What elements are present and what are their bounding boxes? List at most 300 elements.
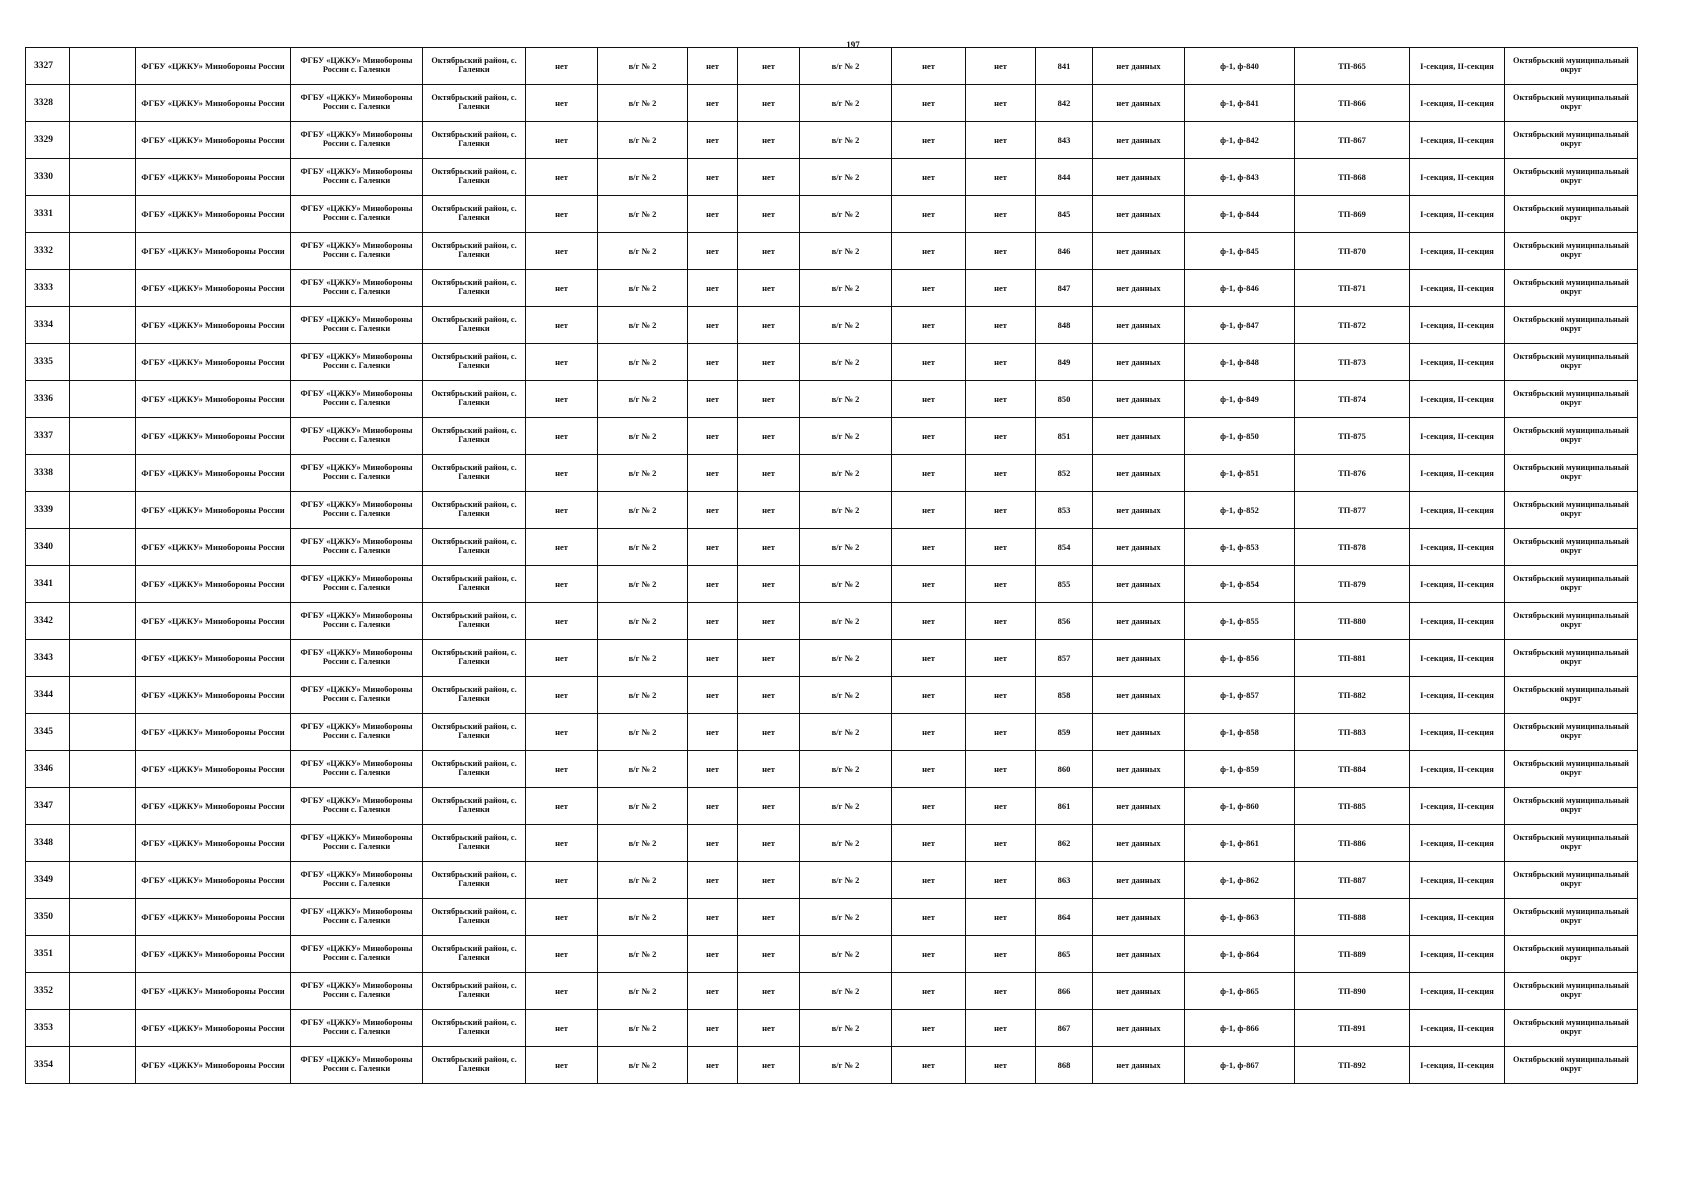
- organization-cell: ФГБУ «ЦЖКУ» Минобороны России с. Галенки: [291, 455, 423, 492]
- cell-c10: нет: [892, 936, 966, 973]
- source-cell: в/г № 2: [598, 455, 688, 492]
- district-cell: Октябрьский муниципальный округ: [1505, 48, 1638, 85]
- cell-c5: нет: [526, 455, 598, 492]
- district-cell: Октябрьский муниципальный округ: [1505, 85, 1638, 122]
- district-cell: Октябрьский муниципальный округ: [1505, 899, 1638, 936]
- blank-cell: [70, 85, 136, 122]
- cell-c10: нет: [892, 566, 966, 603]
- row-number: 3353: [26, 1010, 70, 1047]
- blank-cell: [70, 233, 136, 270]
- cell-c8: нет: [738, 418, 800, 455]
- sections-cell: I-секция, II-секция: [1410, 122, 1505, 159]
- cell-c5: нет: [526, 492, 598, 529]
- sections-cell: I-секция, II-секция: [1410, 936, 1505, 973]
- substation-cell: ТП-868: [1295, 159, 1410, 196]
- cell-c11: нет: [966, 603, 1036, 640]
- source-cell: в/г № 2: [598, 48, 688, 85]
- location-cell: Октябрьский район, с. Галенки: [423, 1010, 526, 1047]
- blank-cell: [70, 48, 136, 85]
- code-cell: 866: [1036, 973, 1093, 1010]
- blank-cell: [70, 492, 136, 529]
- substation-cell: ТП-867: [1295, 122, 1410, 159]
- district-cell: Октябрьский муниципальный округ: [1505, 492, 1638, 529]
- source-cell: в/г № 2: [598, 270, 688, 307]
- table-row: [26, 1010, 1638, 1047]
- location-cell: Октябрьский район, с. Галенки: [423, 714, 526, 751]
- feeder-cell: ф-1, ф-864: [1185, 936, 1295, 973]
- code-cell: 858: [1036, 677, 1093, 714]
- cell-c7: нет: [688, 529, 738, 566]
- row-number: 3347: [26, 788, 70, 825]
- sections-cell: I-секция, II-секция: [1410, 455, 1505, 492]
- source-cell: в/г № 2: [598, 677, 688, 714]
- sections-cell: I-секция, II-секция: [1410, 640, 1505, 677]
- status-cell: нет данных: [1093, 566, 1185, 603]
- organization-cell: ФГБУ «ЦЖКУ» Минобороны России с. Галенки: [291, 381, 423, 418]
- site-cell: в/г № 2: [800, 159, 892, 196]
- cell-c10: нет: [892, 899, 966, 936]
- status-cell: нет данных: [1093, 640, 1185, 677]
- cell-c5: нет: [526, 751, 598, 788]
- site-cell: в/г № 2: [800, 677, 892, 714]
- sections-cell: I-секция, II-секция: [1410, 714, 1505, 751]
- cell-c5: нет: [526, 122, 598, 159]
- owner-cell: ФГБУ «ЦЖКУ» Минобороны России: [136, 196, 291, 233]
- owner-cell: ФГБУ «ЦЖКУ» Минобороны России: [136, 566, 291, 603]
- table-row: [26, 307, 1638, 344]
- row-number: 3335: [26, 344, 70, 381]
- row-number: 3351: [26, 936, 70, 973]
- cell-c7: нет: [688, 973, 738, 1010]
- district-cell: Октябрьский муниципальный округ: [1505, 825, 1638, 862]
- status-cell: нет данных: [1093, 677, 1185, 714]
- substation-cell: ТП-874: [1295, 381, 1410, 418]
- district-cell: Октябрьский муниципальный округ: [1505, 196, 1638, 233]
- table-row: [26, 381, 1638, 418]
- district-cell: Октябрьский муниципальный округ: [1505, 862, 1638, 899]
- cell-c7: нет: [688, 48, 738, 85]
- owner-cell: ФГБУ «ЦЖКУ» Минобороны России: [136, 603, 291, 640]
- row-number: 3343: [26, 640, 70, 677]
- location-cell: Октябрьский район, с. Галенки: [423, 307, 526, 344]
- cell-c10: нет: [892, 1047, 966, 1084]
- status-cell: нет данных: [1093, 529, 1185, 566]
- substation-cell: ТП-869: [1295, 196, 1410, 233]
- cell-c10: нет: [892, 603, 966, 640]
- blank-cell: [70, 122, 136, 159]
- substation-cell: ТП-879: [1295, 566, 1410, 603]
- cell-c5: нет: [526, 418, 598, 455]
- cell-c7: нет: [688, 788, 738, 825]
- cell-c10: нет: [892, 751, 966, 788]
- cell-c11: нет: [966, 492, 1036, 529]
- cell-c8: нет: [738, 603, 800, 640]
- blank-cell: [70, 529, 136, 566]
- table-row: [26, 714, 1638, 751]
- cell-c5: нет: [526, 381, 598, 418]
- status-cell: нет данных: [1093, 603, 1185, 640]
- table-row: [26, 640, 1638, 677]
- blank-cell: [70, 418, 136, 455]
- sections-cell: I-секция, II-секция: [1410, 751, 1505, 788]
- source-cell: в/г № 2: [598, 1010, 688, 1047]
- cell-c11: нет: [966, 899, 1036, 936]
- owner-cell: ФГБУ «ЦЖКУ» Минобороны России: [136, 48, 291, 85]
- code-cell: 857: [1036, 640, 1093, 677]
- row-number: 3333: [26, 270, 70, 307]
- cell-c11: нет: [966, 159, 1036, 196]
- district-cell: Октябрьский муниципальный округ: [1505, 455, 1638, 492]
- cell-c10: нет: [892, 677, 966, 714]
- organization-cell: ФГБУ «ЦЖКУ» Минобороны России с. Галенки: [291, 751, 423, 788]
- cell-c5: нет: [526, 344, 598, 381]
- feeder-cell: ф-1, ф-840: [1185, 48, 1295, 85]
- status-cell: нет данных: [1093, 233, 1185, 270]
- sections-cell: I-секция, II-секция: [1410, 270, 1505, 307]
- code-cell: 847: [1036, 270, 1093, 307]
- cell-c10: нет: [892, 270, 966, 307]
- code-cell: 841: [1036, 48, 1093, 85]
- cell-c7: нет: [688, 196, 738, 233]
- table-row: [26, 899, 1638, 936]
- cell-c5: нет: [526, 529, 598, 566]
- cell-c5: нет: [526, 603, 598, 640]
- site-cell: в/г № 2: [800, 85, 892, 122]
- code-cell: 864: [1036, 899, 1093, 936]
- organization-cell: ФГБУ «ЦЖКУ» Минобороны России с. Галенки: [291, 640, 423, 677]
- district-cell: Октябрьский муниципальный округ: [1505, 529, 1638, 566]
- substation-cell: ТП-886: [1295, 825, 1410, 862]
- substation-cell: ТП-872: [1295, 307, 1410, 344]
- code-cell: 867: [1036, 1010, 1093, 1047]
- sections-cell: I-секция, II-секция: [1410, 1010, 1505, 1047]
- owner-cell: ФГБУ «ЦЖКУ» Минобороны России: [136, 788, 291, 825]
- organization-cell: ФГБУ «ЦЖКУ» Минобороны России с. Галенки: [291, 85, 423, 122]
- cell-c8: нет: [738, 492, 800, 529]
- organization-cell: ФГБУ «ЦЖКУ» Минобороны России с. Галенки: [291, 677, 423, 714]
- cell-c8: нет: [738, 936, 800, 973]
- organization-cell: ФГБУ «ЦЖКУ» Минобороны России с. Галенки: [291, 233, 423, 270]
- owner-cell: ФГБУ «ЦЖКУ» Минобороны России: [136, 122, 291, 159]
- feeder-cell: ф-1, ф-846: [1185, 270, 1295, 307]
- site-cell: в/г № 2: [800, 1047, 892, 1084]
- cell-c5: нет: [526, 159, 598, 196]
- location-cell: Октябрьский район, с. Галенки: [423, 270, 526, 307]
- substation-cell: ТП-888: [1295, 899, 1410, 936]
- substation-cell: ТП-878: [1295, 529, 1410, 566]
- code-cell: 868: [1036, 1047, 1093, 1084]
- source-cell: в/г № 2: [598, 936, 688, 973]
- code-cell: 854: [1036, 529, 1093, 566]
- status-cell: нет данных: [1093, 270, 1185, 307]
- cell-c8: нет: [738, 344, 800, 381]
- cell-c7: нет: [688, 159, 738, 196]
- cell-c5: нет: [526, 899, 598, 936]
- cell-c11: нет: [966, 788, 1036, 825]
- location-cell: Октябрьский район, с. Галенки: [423, 48, 526, 85]
- cell-c7: нет: [688, 751, 738, 788]
- substation-cell: ТП-887: [1295, 862, 1410, 899]
- table-row: [26, 751, 1638, 788]
- substation-cell: ТП-892: [1295, 1047, 1410, 1084]
- substation-cell: ТП-889: [1295, 936, 1410, 973]
- owner-cell: ФГБУ «ЦЖКУ» Минобороны России: [136, 233, 291, 270]
- cell-c5: нет: [526, 936, 598, 973]
- table-row: [26, 973, 1638, 1010]
- substation-cell: ТП-891: [1295, 1010, 1410, 1047]
- row-number: 3348: [26, 825, 70, 862]
- sections-cell: I-секция, II-секция: [1410, 788, 1505, 825]
- district-cell: Октябрьский муниципальный округ: [1505, 1010, 1638, 1047]
- status-cell: нет данных: [1093, 751, 1185, 788]
- cell-c7: нет: [688, 1010, 738, 1047]
- feeder-cell: ф-1, ф-865: [1185, 973, 1295, 1010]
- feeder-cell: ф-1, ф-841: [1185, 85, 1295, 122]
- cell-c5: нет: [526, 1010, 598, 1047]
- feeder-cell: ф-1, ф-855: [1185, 603, 1295, 640]
- status-cell: нет данных: [1093, 492, 1185, 529]
- owner-cell: ФГБУ «ЦЖКУ» Минобороны России: [136, 85, 291, 122]
- cell-c10: нет: [892, 344, 966, 381]
- row-number: 3332: [26, 233, 70, 270]
- owner-cell: ФГБУ «ЦЖКУ» Минобороны России: [136, 492, 291, 529]
- owner-cell: ФГБУ «ЦЖКУ» Минобороны России: [136, 1047, 291, 1084]
- status-cell: нет данных: [1093, 973, 1185, 1010]
- cell-c11: нет: [966, 973, 1036, 1010]
- feeder-cell: ф-1, ф-849: [1185, 381, 1295, 418]
- owner-cell: ФГБУ «ЦЖКУ» Минобороны России: [136, 825, 291, 862]
- cell-c8: нет: [738, 85, 800, 122]
- cell-c11: нет: [966, 1047, 1036, 1084]
- cell-c10: нет: [892, 455, 966, 492]
- feeder-cell: ф-1, ф-858: [1185, 714, 1295, 751]
- owner-cell: ФГБУ «ЦЖКУ» Минобороны России: [136, 862, 291, 899]
- source-cell: в/г № 2: [598, 973, 688, 1010]
- feeder-cell: ф-1, ф-851: [1185, 455, 1295, 492]
- location-cell: Октябрьский район, с. Галенки: [423, 122, 526, 159]
- substation-cell: ТП-881: [1295, 640, 1410, 677]
- organization-cell: ФГБУ «ЦЖКУ» Минобороны России с. Галенки: [291, 936, 423, 973]
- cell-c5: нет: [526, 1047, 598, 1084]
- sections-cell: I-секция, II-секция: [1410, 159, 1505, 196]
- row-number: 3331: [26, 196, 70, 233]
- sections-cell: I-секция, II-секция: [1410, 899, 1505, 936]
- owner-cell: ФГБУ «ЦЖКУ» Минобороны России: [136, 381, 291, 418]
- site-cell: в/г № 2: [800, 936, 892, 973]
- location-cell: Октябрьский район, с. Галенки: [423, 344, 526, 381]
- cell-c10: нет: [892, 788, 966, 825]
- cell-c5: нет: [526, 196, 598, 233]
- district-cell: Октябрьский муниципальный округ: [1505, 307, 1638, 344]
- cell-c8: нет: [738, 751, 800, 788]
- owner-cell: ФГБУ «ЦЖКУ» Минобороны России: [136, 418, 291, 455]
- blank-cell: [70, 899, 136, 936]
- cell-c8: нет: [738, 381, 800, 418]
- sections-cell: I-секция, II-секция: [1410, 566, 1505, 603]
- cell-c5: нет: [526, 788, 598, 825]
- code-cell: 842: [1036, 85, 1093, 122]
- cell-c5: нет: [526, 973, 598, 1010]
- source-cell: в/г № 2: [598, 899, 688, 936]
- cell-c7: нет: [688, 566, 738, 603]
- table-row: [26, 270, 1638, 307]
- cell-c8: нет: [738, 307, 800, 344]
- site-cell: в/г № 2: [800, 455, 892, 492]
- site-cell: в/г № 2: [800, 529, 892, 566]
- status-cell: нет данных: [1093, 85, 1185, 122]
- cell-c7: нет: [688, 307, 738, 344]
- location-cell: Октябрьский район, с. Галенки: [423, 85, 526, 122]
- source-cell: в/г № 2: [598, 196, 688, 233]
- feeder-cell: ф-1, ф-861: [1185, 825, 1295, 862]
- status-cell: нет данных: [1093, 825, 1185, 862]
- cell-c8: нет: [738, 825, 800, 862]
- cell-c5: нет: [526, 566, 598, 603]
- row-number: 3330: [26, 159, 70, 196]
- blank-cell: [70, 751, 136, 788]
- cell-c7: нет: [688, 825, 738, 862]
- row-number: 3327: [26, 48, 70, 85]
- site-cell: в/г № 2: [800, 973, 892, 1010]
- blank-cell: [70, 788, 136, 825]
- feeder-cell: ф-1, ф-852: [1185, 492, 1295, 529]
- feeder-cell: ф-1, ф-853: [1185, 529, 1295, 566]
- location-cell: Октябрьский район, с. Галенки: [423, 159, 526, 196]
- cell-c5: нет: [526, 677, 598, 714]
- code-cell: 852: [1036, 455, 1093, 492]
- table-row: [26, 196, 1638, 233]
- code-cell: 859: [1036, 714, 1093, 751]
- owner-cell: ФГБУ «ЦЖКУ» Минобороны России: [136, 936, 291, 973]
- cell-c10: нет: [892, 307, 966, 344]
- feeder-cell: ф-1, ф-844: [1185, 196, 1295, 233]
- site-cell: в/г № 2: [800, 270, 892, 307]
- cell-c11: нет: [966, 48, 1036, 85]
- cell-c8: нет: [738, 122, 800, 159]
- blank-cell: [70, 344, 136, 381]
- code-cell: 862: [1036, 825, 1093, 862]
- cell-c10: нет: [892, 85, 966, 122]
- row-number: 3328: [26, 85, 70, 122]
- site-cell: в/г № 2: [800, 307, 892, 344]
- cell-c5: нет: [526, 640, 598, 677]
- table-row: [26, 529, 1638, 566]
- cell-c10: нет: [892, 825, 966, 862]
- organization-cell: ФГБУ «ЦЖКУ» Минобороны России с. Галенки: [291, 788, 423, 825]
- cell-c10: нет: [892, 159, 966, 196]
- status-cell: нет данных: [1093, 418, 1185, 455]
- cell-c8: нет: [738, 159, 800, 196]
- cell-c11: нет: [966, 825, 1036, 862]
- code-cell: 856: [1036, 603, 1093, 640]
- organization-cell: ФГБУ «ЦЖКУ» Минобороны России с. Галенки: [291, 1010, 423, 1047]
- row-number: 3341: [26, 566, 70, 603]
- organization-cell: ФГБУ «ЦЖКУ» Минобороны России с. Галенки: [291, 714, 423, 751]
- sections-cell: I-секция, II-секция: [1410, 381, 1505, 418]
- feeder-cell: ф-1, ф-854: [1185, 566, 1295, 603]
- cell-c8: нет: [738, 973, 800, 1010]
- cell-c11: нет: [966, 85, 1036, 122]
- cell-c5: нет: [526, 825, 598, 862]
- location-cell: Октябрьский район, с. Галенки: [423, 381, 526, 418]
- blank-cell: [70, 196, 136, 233]
- site-cell: в/г № 2: [800, 418, 892, 455]
- blank-cell: [70, 862, 136, 899]
- cell-c10: нет: [892, 233, 966, 270]
- code-cell: 844: [1036, 159, 1093, 196]
- sections-cell: I-секция, II-секция: [1410, 1047, 1505, 1084]
- cell-c8: нет: [738, 233, 800, 270]
- organization-cell: ФГБУ «ЦЖКУ» Минобороны России с. Галенки: [291, 529, 423, 566]
- sections-cell: I-секция, II-секция: [1410, 862, 1505, 899]
- organization-cell: ФГБУ «ЦЖКУ» Минобороны России с. Галенки: [291, 973, 423, 1010]
- cell-c8: нет: [738, 862, 800, 899]
- source-cell: в/г № 2: [598, 529, 688, 566]
- code-cell: 848: [1036, 307, 1093, 344]
- blank-cell: [70, 936, 136, 973]
- feeder-cell: ф-1, ф-863: [1185, 899, 1295, 936]
- owner-cell: ФГБУ «ЦЖКУ» Минобороны России: [136, 344, 291, 381]
- district-cell: Октябрьский муниципальный округ: [1505, 640, 1638, 677]
- site-cell: в/г № 2: [800, 825, 892, 862]
- status-cell: нет данных: [1093, 899, 1185, 936]
- cell-c8: нет: [738, 455, 800, 492]
- code-cell: 865: [1036, 936, 1093, 973]
- table-row: [26, 825, 1638, 862]
- feeder-cell: ф-1, ф-856: [1185, 640, 1295, 677]
- cell-c11: нет: [966, 677, 1036, 714]
- source-cell: в/г № 2: [598, 751, 688, 788]
- cell-c7: нет: [688, 640, 738, 677]
- district-cell: Октябрьский муниципальный округ: [1505, 233, 1638, 270]
- row-number: 3345: [26, 714, 70, 751]
- row-number: 3340: [26, 529, 70, 566]
- cell-c11: нет: [966, 122, 1036, 159]
- feeder-cell: ф-1, ф-850: [1185, 418, 1295, 455]
- location-cell: Октябрьский район, с. Галенки: [423, 825, 526, 862]
- site-cell: в/г № 2: [800, 492, 892, 529]
- cell-c7: нет: [688, 714, 738, 751]
- code-cell: 850: [1036, 381, 1093, 418]
- organization-cell: ФГБУ «ЦЖКУ» Минобороны России с. Галенки: [291, 1047, 423, 1084]
- cell-c7: нет: [688, 85, 738, 122]
- sections-cell: I-секция, II-секция: [1410, 48, 1505, 85]
- site-cell: в/г № 2: [800, 862, 892, 899]
- table-row: [26, 418, 1638, 455]
- organization-cell: ФГБУ «ЦЖКУ» Минобороны России с. Галенки: [291, 862, 423, 899]
- district-cell: Октябрьский муниципальный округ: [1505, 677, 1638, 714]
- source-cell: в/г № 2: [598, 788, 688, 825]
- site-cell: в/г № 2: [800, 233, 892, 270]
- page-number: 197: [846, 40, 860, 50]
- source-cell: в/г № 2: [598, 418, 688, 455]
- cell-c11: нет: [966, 1010, 1036, 1047]
- cell-c7: нет: [688, 233, 738, 270]
- status-cell: нет данных: [1093, 788, 1185, 825]
- substation-cell: ТП-875: [1295, 418, 1410, 455]
- site-cell: в/г № 2: [800, 122, 892, 159]
- code-cell: 849: [1036, 344, 1093, 381]
- cell-c5: нет: [526, 270, 598, 307]
- substation-cell: ТП-873: [1295, 344, 1410, 381]
- owner-cell: ФГБУ «ЦЖКУ» Минобороны России: [136, 751, 291, 788]
- cell-c8: нет: [738, 196, 800, 233]
- status-cell: нет данных: [1093, 455, 1185, 492]
- status-cell: нет данных: [1093, 196, 1185, 233]
- sections-cell: I-секция, II-секция: [1410, 603, 1505, 640]
- substation-cell: ТП-876: [1295, 455, 1410, 492]
- owner-cell: ФГБУ «ЦЖКУ» Минобороны России: [136, 640, 291, 677]
